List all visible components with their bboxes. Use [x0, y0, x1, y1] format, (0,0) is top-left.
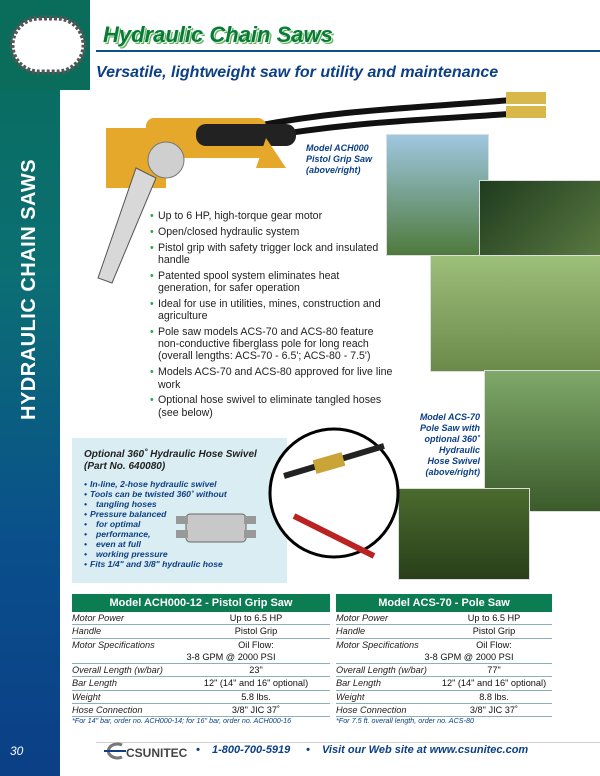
caption-line: Model ACH000	[306, 143, 369, 153]
row-label: Hose Connection	[336, 705, 407, 716]
worker-photo-3	[430, 255, 600, 372]
swivel-feature: • Pressure balanced	[84, 509, 227, 519]
swivel-feature: • In-line, 2-hose hydraulic swivel	[84, 479, 227, 489]
row-value: Oil Flow:	[238, 639, 274, 650]
feature-item: • Ideal for use in utilities, mines, construction and agriculture	[150, 298, 395, 323]
row-label: Handle	[336, 626, 366, 637]
page-number: 30	[10, 744, 24, 758]
swivel-feature: • Fits 1/4" and 3/8" hydraulic hose	[84, 559, 227, 569]
footer-bullet: •	[306, 744, 310, 756]
row-value: 8.8 lbs.	[479, 691, 509, 702]
swivel-part-number: (Part No. 640080)	[84, 461, 166, 472]
row-value: 3-8 GPM @ 2000 PSI	[424, 651, 514, 662]
table-row	[336, 651, 552, 664]
table-note-ach000: *For 14" bar, order no. ACH000-14; for 16" bar, order no. ACH000-16	[72, 716, 292, 725]
row-label: Bar Length	[72, 678, 117, 689]
feature-item: • Pole saw models ACS-70 and ACS-80 feature non-conductive fiberglass pole for long reach (overall lengths: ACS-70 - 6.5'; ACS-80 - 7.5')	[150, 326, 395, 363]
row-value: 23"	[249, 665, 263, 676]
row-value: Up to 6.5 HP	[229, 613, 283, 623]
worker-photo-2	[479, 180, 600, 265]
row-label: Weight	[336, 691, 365, 702]
row-value: 3/8" JIC 37˚	[469, 705, 519, 716]
table-row	[72, 651, 330, 664]
spec-table-ach000	[72, 594, 330, 717]
title-divider	[96, 50, 600, 52]
sidebar-title: HYDRAULIC CHAIN SAWS	[18, 158, 40, 420]
row-label: Overall Length (w/bar)	[72, 665, 163, 676]
swivel-photo	[176, 506, 258, 550]
table-header: Model ACH000-12 - Pistol Grip Saw	[72, 594, 330, 612]
table-header: Model ACS-70 - Pole Saw	[336, 594, 552, 612]
table-row	[336, 625, 552, 638]
swivel-feature: • even at full	[84, 539, 227, 549]
worker-photo-5	[398, 488, 530, 580]
row-value: Pistol Grip	[234, 626, 278, 637]
table-row	[336, 664, 552, 677]
row-value: 12" (14" and 16" optional)	[203, 678, 309, 689]
table-row	[72, 639, 330, 651]
swivel-feature: • working pressure	[84, 549, 227, 559]
caption-line: Pole Saw with	[419, 423, 480, 433]
table-row	[336, 677, 552, 690]
table-row	[72, 625, 330, 638]
feature-item: • Pistol grip with safety trigger lock and insulated handle	[150, 242, 395, 267]
feature-list	[150, 210, 395, 422]
table-row	[72, 664, 330, 677]
feature-item: • Open/closed hydraulic system	[150, 226, 395, 238]
footer-divider	[96, 742, 600, 743]
page-title: Hydraulic Chain Saws	[103, 22, 333, 47]
row-value: 3/8" JIC 37˚	[231, 705, 281, 716]
table-row	[336, 612, 552, 625]
swivel-feature: • performance,	[84, 529, 227, 539]
row-label: Motor Power	[72, 613, 125, 623]
row-label: Motor Specifications	[336, 639, 419, 650]
feature-item: • Up to 6 HP, high-torque gear motor	[150, 210, 395, 222]
table-row	[336, 639, 552, 651]
row-value: 77"	[487, 665, 501, 676]
caption-line: Hose Swivel	[427, 456, 480, 466]
footer-web: Visit our Web site at www.csunitec.com	[322, 744, 529, 756]
row-label: Overall Length (w/bar)	[336, 665, 427, 676]
row-label: Hose Connection	[72, 705, 143, 716]
feature-item: • Patented spool system eliminates heat generation, for safer operation	[150, 270, 395, 295]
row-label: Weight	[72, 691, 101, 702]
row-value: Pistol Grip	[472, 626, 516, 637]
row-value: 3-8 GPM @ 2000 PSI	[186, 651, 276, 662]
row-label: Bar Length	[336, 678, 381, 689]
swivel-closeup-photo	[264, 406, 404, 581]
footer-bullet: •	[196, 744, 200, 756]
swivel-feature: • for optimal	[84, 519, 227, 529]
row-label: Motor Power	[336, 613, 389, 623]
feature-item: • Optional hose swivel to eliminate tangled hoses (see below)	[150, 394, 395, 419]
page-subtitle: Versatile, lightweight saw for utility and maintenance	[96, 64, 499, 81]
swivel-feature: • tangling hoses	[84, 499, 227, 509]
feature-item: • Models ACS-70 and ACS-80 approved for live line work	[150, 366, 395, 391]
table-row	[72, 612, 330, 625]
caption-ach000	[306, 143, 372, 176]
caption-line: (above/right)	[306, 165, 361, 175]
caption-line: (above/right)	[425, 467, 480, 477]
caption-line: Hydraulic	[438, 445, 480, 455]
row-value: Oil Flow:	[476, 639, 512, 650]
row-value: Up to 6.5 HP	[467, 613, 521, 623]
row-value: 5.8 lbs.	[241, 691, 271, 702]
caption-line: Model ACS-70	[419, 412, 480, 422]
row-label: Handle	[72, 626, 102, 637]
swivel-title	[84, 449, 257, 473]
swivel-feature: • Tools can be twisted 360˚ without	[84, 489, 227, 499]
caption-line: Pistol Grip Saw	[306, 154, 373, 164]
table-row	[336, 691, 552, 704]
table-row	[72, 691, 330, 704]
row-value: 12" (14" and 16" optional)	[441, 678, 547, 689]
worker-photo-1	[386, 134, 489, 256]
caption-line: optional 360˚	[424, 434, 480, 444]
chain-graphic	[0, 0, 90, 90]
footer-logo: CSUNITEC	[126, 746, 188, 760]
chain-corner	[0, 0, 90, 90]
footer-phone: 1-800-700-5919	[212, 744, 291, 756]
table-row	[72, 677, 330, 690]
swivel-title-line: Optional 360˚ Hydraulic Hose Swivel	[84, 449, 257, 460]
csunitec-logo-icon	[100, 742, 128, 760]
caption-acs70	[414, 412, 480, 478]
row-label: Motor Specifications	[72, 639, 155, 650]
table-note-acs70: *For 7.5 ft. overall length, order no. ACS-80	[336, 716, 474, 725]
spec-table-acs70	[336, 594, 552, 717]
